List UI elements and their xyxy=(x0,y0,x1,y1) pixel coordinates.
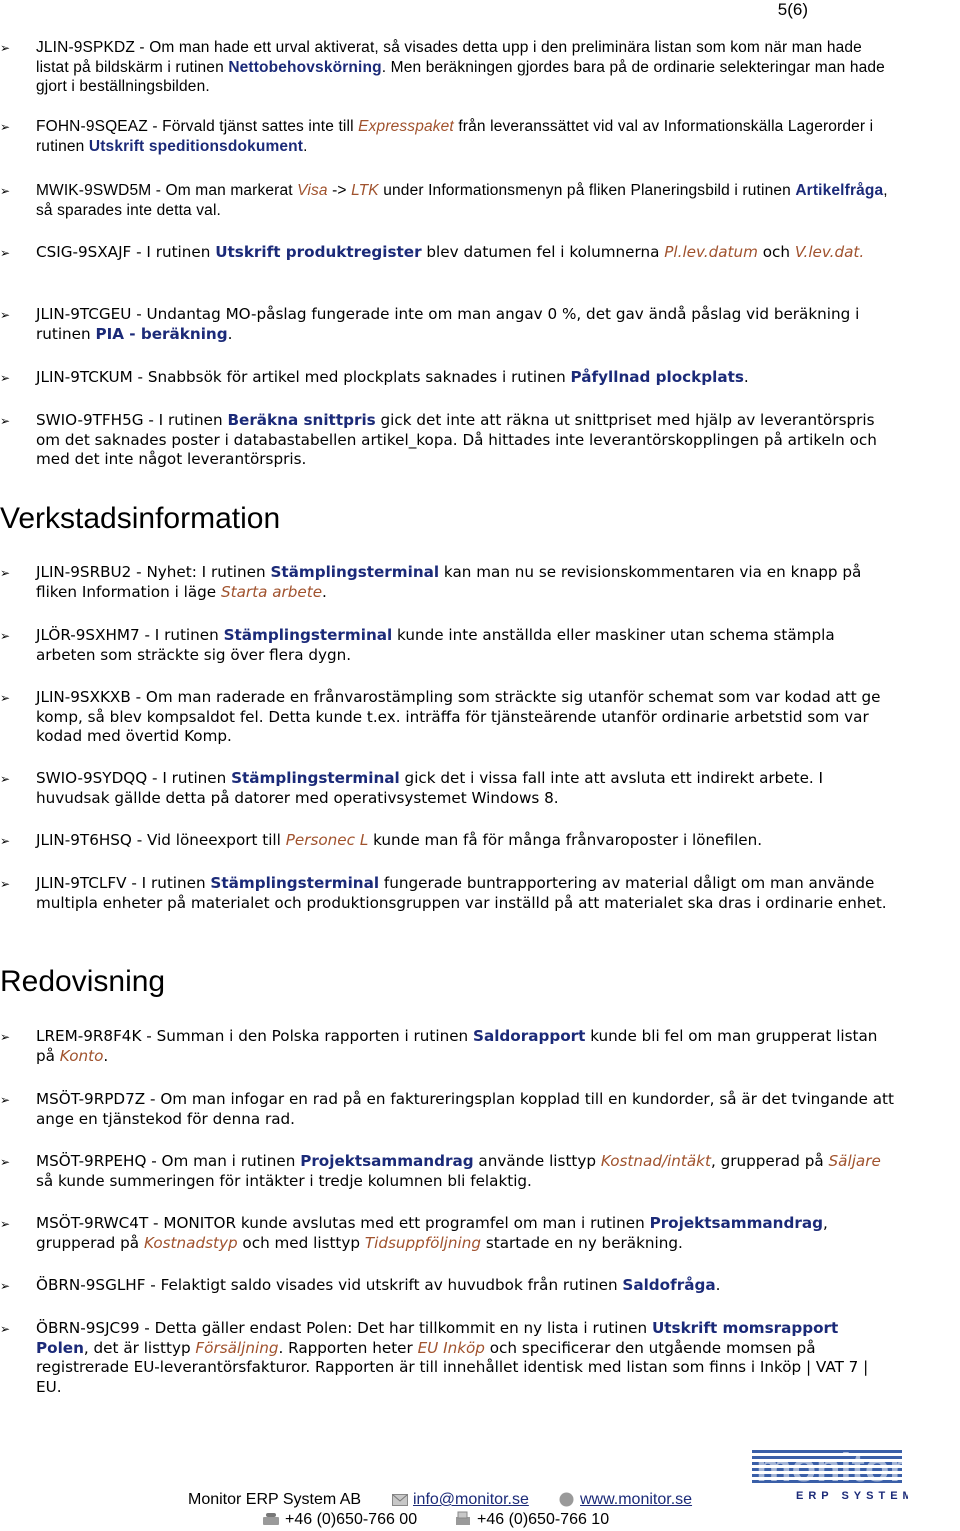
arrow-bullet-icon: ➢ xyxy=(0,308,11,322)
text-segment: gick det i vissa fall inte att avsluta ett indirekt arbete. I huvudsak gällde detta på datorer med operativsystemet Windows 8. xyxy=(36,769,824,807)
text-segment: JLÖR-9SXHM7 - I rutinen xyxy=(36,626,224,644)
list-item-text xyxy=(36,626,896,665)
list-item-text xyxy=(36,181,896,220)
text-segment: . xyxy=(743,368,749,386)
list-item-text xyxy=(36,1319,896,1397)
field-term: Säljare xyxy=(828,1152,881,1170)
routine-name: Påfyllnad plockplats xyxy=(570,368,744,386)
list-item-text xyxy=(36,1090,896,1129)
list-item-text xyxy=(36,1276,896,1296)
routine-name: Stämplingsterminal xyxy=(210,874,380,892)
text-segment: SWIO-9SYDQQ - I rutinen xyxy=(36,769,232,787)
logo-wordmark: monitor xyxy=(756,1446,905,1490)
routine-name: Artikelfråga xyxy=(795,182,884,199)
arrow-bullet-icon: ➢ xyxy=(0,629,11,643)
list-item-text xyxy=(36,688,896,747)
text-segment: FOHN-9SQEAZ - Förvald tjänst sattes inte till xyxy=(36,118,359,135)
routine-name: Nettobehovskörning xyxy=(228,58,382,76)
arrow-bullet-icon: ➢ xyxy=(0,691,11,705)
text-segment: startade en ny beräkning. xyxy=(481,1233,683,1252)
arrow-bullet-icon: ➢ xyxy=(0,1155,11,1169)
text-segment: och xyxy=(757,243,795,261)
text-segment: JLIN-9TCLFV - I rutinen xyxy=(36,874,211,892)
text-segment: under Informationsmenyn på fliken Planeringsbild i rutinen xyxy=(378,182,796,199)
list-item-text xyxy=(36,38,896,97)
section-heading-verkstad: Verkstadsinformation xyxy=(0,502,281,535)
arrow-bullet-icon: ➢ xyxy=(0,120,11,134)
routine-name: Utskrift momsrapport Polen xyxy=(36,1319,839,1357)
text-segment: använde listtyp xyxy=(473,1152,601,1170)
field-term: Konto xyxy=(59,1046,104,1065)
list-item-text xyxy=(36,1214,896,1253)
list-item-text xyxy=(36,1152,896,1191)
phone-number: +46 (0)650-766 00 xyxy=(285,1511,418,1528)
field-term: Tidsuppföljning xyxy=(364,1233,481,1252)
list-item-text xyxy=(36,831,896,851)
arrow-bullet-icon: ➢ xyxy=(0,371,11,385)
text-segment: . xyxy=(322,582,327,601)
email-link[interactable]: info@monitor.se xyxy=(413,1491,529,1508)
routine-name: Projektsammandrag xyxy=(300,1152,474,1170)
fax-number: +46 (0)650-766 10 xyxy=(477,1511,610,1528)
text-segment: kunde bli fel om man grupperat listan på xyxy=(36,1027,878,1065)
text-segment: LREM-9R8F4K - Summan i den Polska rapporten i rutinen xyxy=(36,1027,474,1045)
field-term: Visa xyxy=(297,182,328,199)
arrow-bullet-icon: ➢ xyxy=(0,1279,11,1293)
field-term: Försäljning xyxy=(195,1338,279,1357)
arrow-bullet-icon: ➢ xyxy=(0,414,11,428)
list-item-text xyxy=(36,243,896,263)
text-segment: och med listtyp xyxy=(237,1233,365,1252)
arrow-bullet-icon: ➢ xyxy=(0,1322,11,1336)
text-segment: så kunde summeringen för intäkter i tredje kolumnen bli felaktig. xyxy=(36,1171,532,1190)
routine-name: Utskrift speditionsdokument xyxy=(88,137,304,155)
field-term: Pl.lev.datum xyxy=(664,243,758,261)
list-item-text xyxy=(36,305,896,344)
text-segment: , så sparades inte detta val. xyxy=(36,182,888,219)
monitor-logo xyxy=(748,1436,908,1502)
list-item-text xyxy=(36,368,896,388)
arrow-bullet-icon: ➢ xyxy=(0,834,11,848)
routine-name: Stämplingsterminal xyxy=(231,769,400,787)
field-term: LTK xyxy=(351,182,379,199)
text-segment: gick det inte att räkna ut snittpriset med hjälp av leverantörspris om det saknades poster i databastabellen artikel_kopa. Då hittades inte leverantörskopplingen på artikeln och med det inte något leverantörspris. xyxy=(36,411,877,468)
section-heading-redovisning: Redovisning xyxy=(0,965,166,998)
routine-name: Stämplingsterminal xyxy=(270,563,440,581)
page-number: 5(6) xyxy=(777,0,808,19)
arrow-bullet-icon: ➢ xyxy=(0,246,11,260)
text-segment: JLIN-9TCKUM - Snabbsök för artikel med plockplats saknades i rutinen xyxy=(36,368,571,386)
list-item-text xyxy=(36,563,896,602)
text-segment: MSÖT-9RPD7Z - Om man infogar en rad på en faktureringsplan kopplad till en kundorder, så är det tvingande att ange en tjänstekod för denna rad. xyxy=(36,1090,894,1128)
arrow-bullet-icon: ➢ xyxy=(0,772,11,786)
arrow-bullet-icon: ➢ xyxy=(0,41,11,55)
arrow-bullet-icon: ➢ xyxy=(0,877,11,891)
company-name: Monitor ERP System AB xyxy=(188,1491,362,1508)
text-segment: JLIN-9T6HSQ - Vid löneexport till xyxy=(36,831,286,849)
routine-name: PIA - beräkning xyxy=(95,324,228,343)
text-segment: ÖBRN-9SGLHF - Felaktigt saldo visades vid utskrift av huvudbok från rutinen xyxy=(36,1276,623,1294)
text-segment: , det är listtyp xyxy=(83,1338,196,1357)
globe-icon xyxy=(559,1492,574,1512)
text-segment: . xyxy=(103,1046,109,1065)
arrow-bullet-icon: ➢ xyxy=(0,184,11,198)
routine-name: Saldorapport xyxy=(473,1027,586,1045)
text-segment: . xyxy=(715,1276,721,1294)
routine-name: Saldofråga xyxy=(622,1276,716,1294)
field-term: V.lev.dat. xyxy=(794,243,865,261)
arrow-bullet-icon: ➢ xyxy=(0,1030,11,1044)
text-segment: . Men beräkningen gjordes bara på de ordinarie selekteringar man hade gjort i beställningsbilden. xyxy=(36,58,885,95)
logo-tagline: ERP SYSTEM xyxy=(796,1490,908,1502)
text-segment: kunde inte anställda eller maskiner utan schema stämpla arbeten som sträckte sig över flera dygn. xyxy=(36,626,835,664)
text-segment: SWIO-9TFH5G - I rutinen xyxy=(36,411,228,429)
arrow-bullet-icon: ➢ xyxy=(0,1093,11,1107)
text-segment: CSIG-9SXAJF - I rutinen xyxy=(36,243,216,261)
text-segment: , grupperad på xyxy=(710,1152,829,1170)
list-item-text xyxy=(36,769,896,808)
arrow-bullet-icon: ➢ xyxy=(0,1217,11,1231)
text-segment: . xyxy=(227,324,233,343)
routine-name: Stämplingsterminal xyxy=(223,626,393,644)
text-segment: kan man nu se revisionskommentaren via en knapp på fliken Information i läge xyxy=(36,563,862,601)
list-item-text xyxy=(36,874,896,913)
fax-icon xyxy=(455,1511,471,1531)
text-segment: . xyxy=(303,137,308,155)
routine-name: Utskrift produktregister xyxy=(215,243,422,261)
text-segment: ÖBRN-9SJC99 - Detta gäller endast Polen: Det har tillkommit en ny lista i rutinen xyxy=(36,1319,652,1337)
list-item-text xyxy=(36,1027,896,1066)
text-segment: , grupperad på xyxy=(36,1214,828,1252)
text-segment: JLIN-9TCGEU - Undantag MO-påslag fungerade inte om man angav 0 %, det gav ändå påslag vid beräkning i rutinen xyxy=(36,305,860,343)
text-segment: och specificerar den utgående momsen på registrerade EU-leverantörsfakturor. Rapporten är till innehållet identisk med listan som finns i Inköp | VAT 7 | EU. xyxy=(36,1338,869,1396)
text-segment: MWIK-9SWD5M - Om man markerat xyxy=(36,182,298,199)
routine-name: Beräkna snittpris xyxy=(227,411,376,429)
field-term: EU Inköp xyxy=(417,1338,485,1357)
list-item-text xyxy=(36,117,896,156)
field-term: Expresspaket xyxy=(358,118,454,135)
text-segment: . Rapporten heter xyxy=(278,1338,418,1357)
website-link[interactable]: www.monitor.se xyxy=(580,1491,693,1508)
text-segment: från leveranssättet vid val av Informationskälla Lagerorder i rutinen xyxy=(36,118,874,155)
text-segment: JLIN-9SXKXB - Om man raderade en frånvarostämpling som sträckte sig utanför schemat som var kodad att ge komp, så blev kompsaldot fel. Detta kunde t.ex. inträffa för tjänsteärende utanför ordinarie arbetstid som var kodad med övertid Komp. xyxy=(36,688,881,745)
list-item-text xyxy=(36,411,896,470)
text-segment: MSÖT-9RWC4T - MONITOR kunde avslutas med ett programfel om man i rutinen xyxy=(36,1214,650,1232)
routine-name: Projektsammandrag xyxy=(649,1214,823,1232)
text-segment: blev datumen fel i kolumnerna xyxy=(421,243,665,261)
field-term: Kostnad/intäkt xyxy=(600,1152,711,1170)
field-term: Starta arbete xyxy=(220,582,323,601)
text-segment: fungerade buntrapportering av material dåligt om man använde multipla enheter på materialet och produktionsgruppen var inställd på att materialet ska dras i ordinarie enhet. xyxy=(36,874,887,912)
arrow-bullet-icon: ➢ xyxy=(0,566,11,580)
text-segment: kunde man få för många frånvaroposter i lönefilen. xyxy=(368,831,763,849)
telephone-icon xyxy=(262,1512,280,1531)
text-segment: JLIN-9SPKDZ - Om man hade ett urval aktiverat, så visades detta upp i den preliminära listan som kom när man hade listat på bildskärm i rutinen xyxy=(36,39,862,76)
text-segment: JLIN-9SRBU2 - Nyhet: I rutinen xyxy=(36,563,271,581)
field-term: Personec L xyxy=(285,831,369,849)
field-term: Kostnadstyp xyxy=(143,1233,238,1252)
envelope-icon xyxy=(392,1493,408,1511)
text-segment: -> xyxy=(327,182,352,199)
text-segment: MSÖT-9RPEHQ - Om man i rutinen xyxy=(36,1152,301,1170)
